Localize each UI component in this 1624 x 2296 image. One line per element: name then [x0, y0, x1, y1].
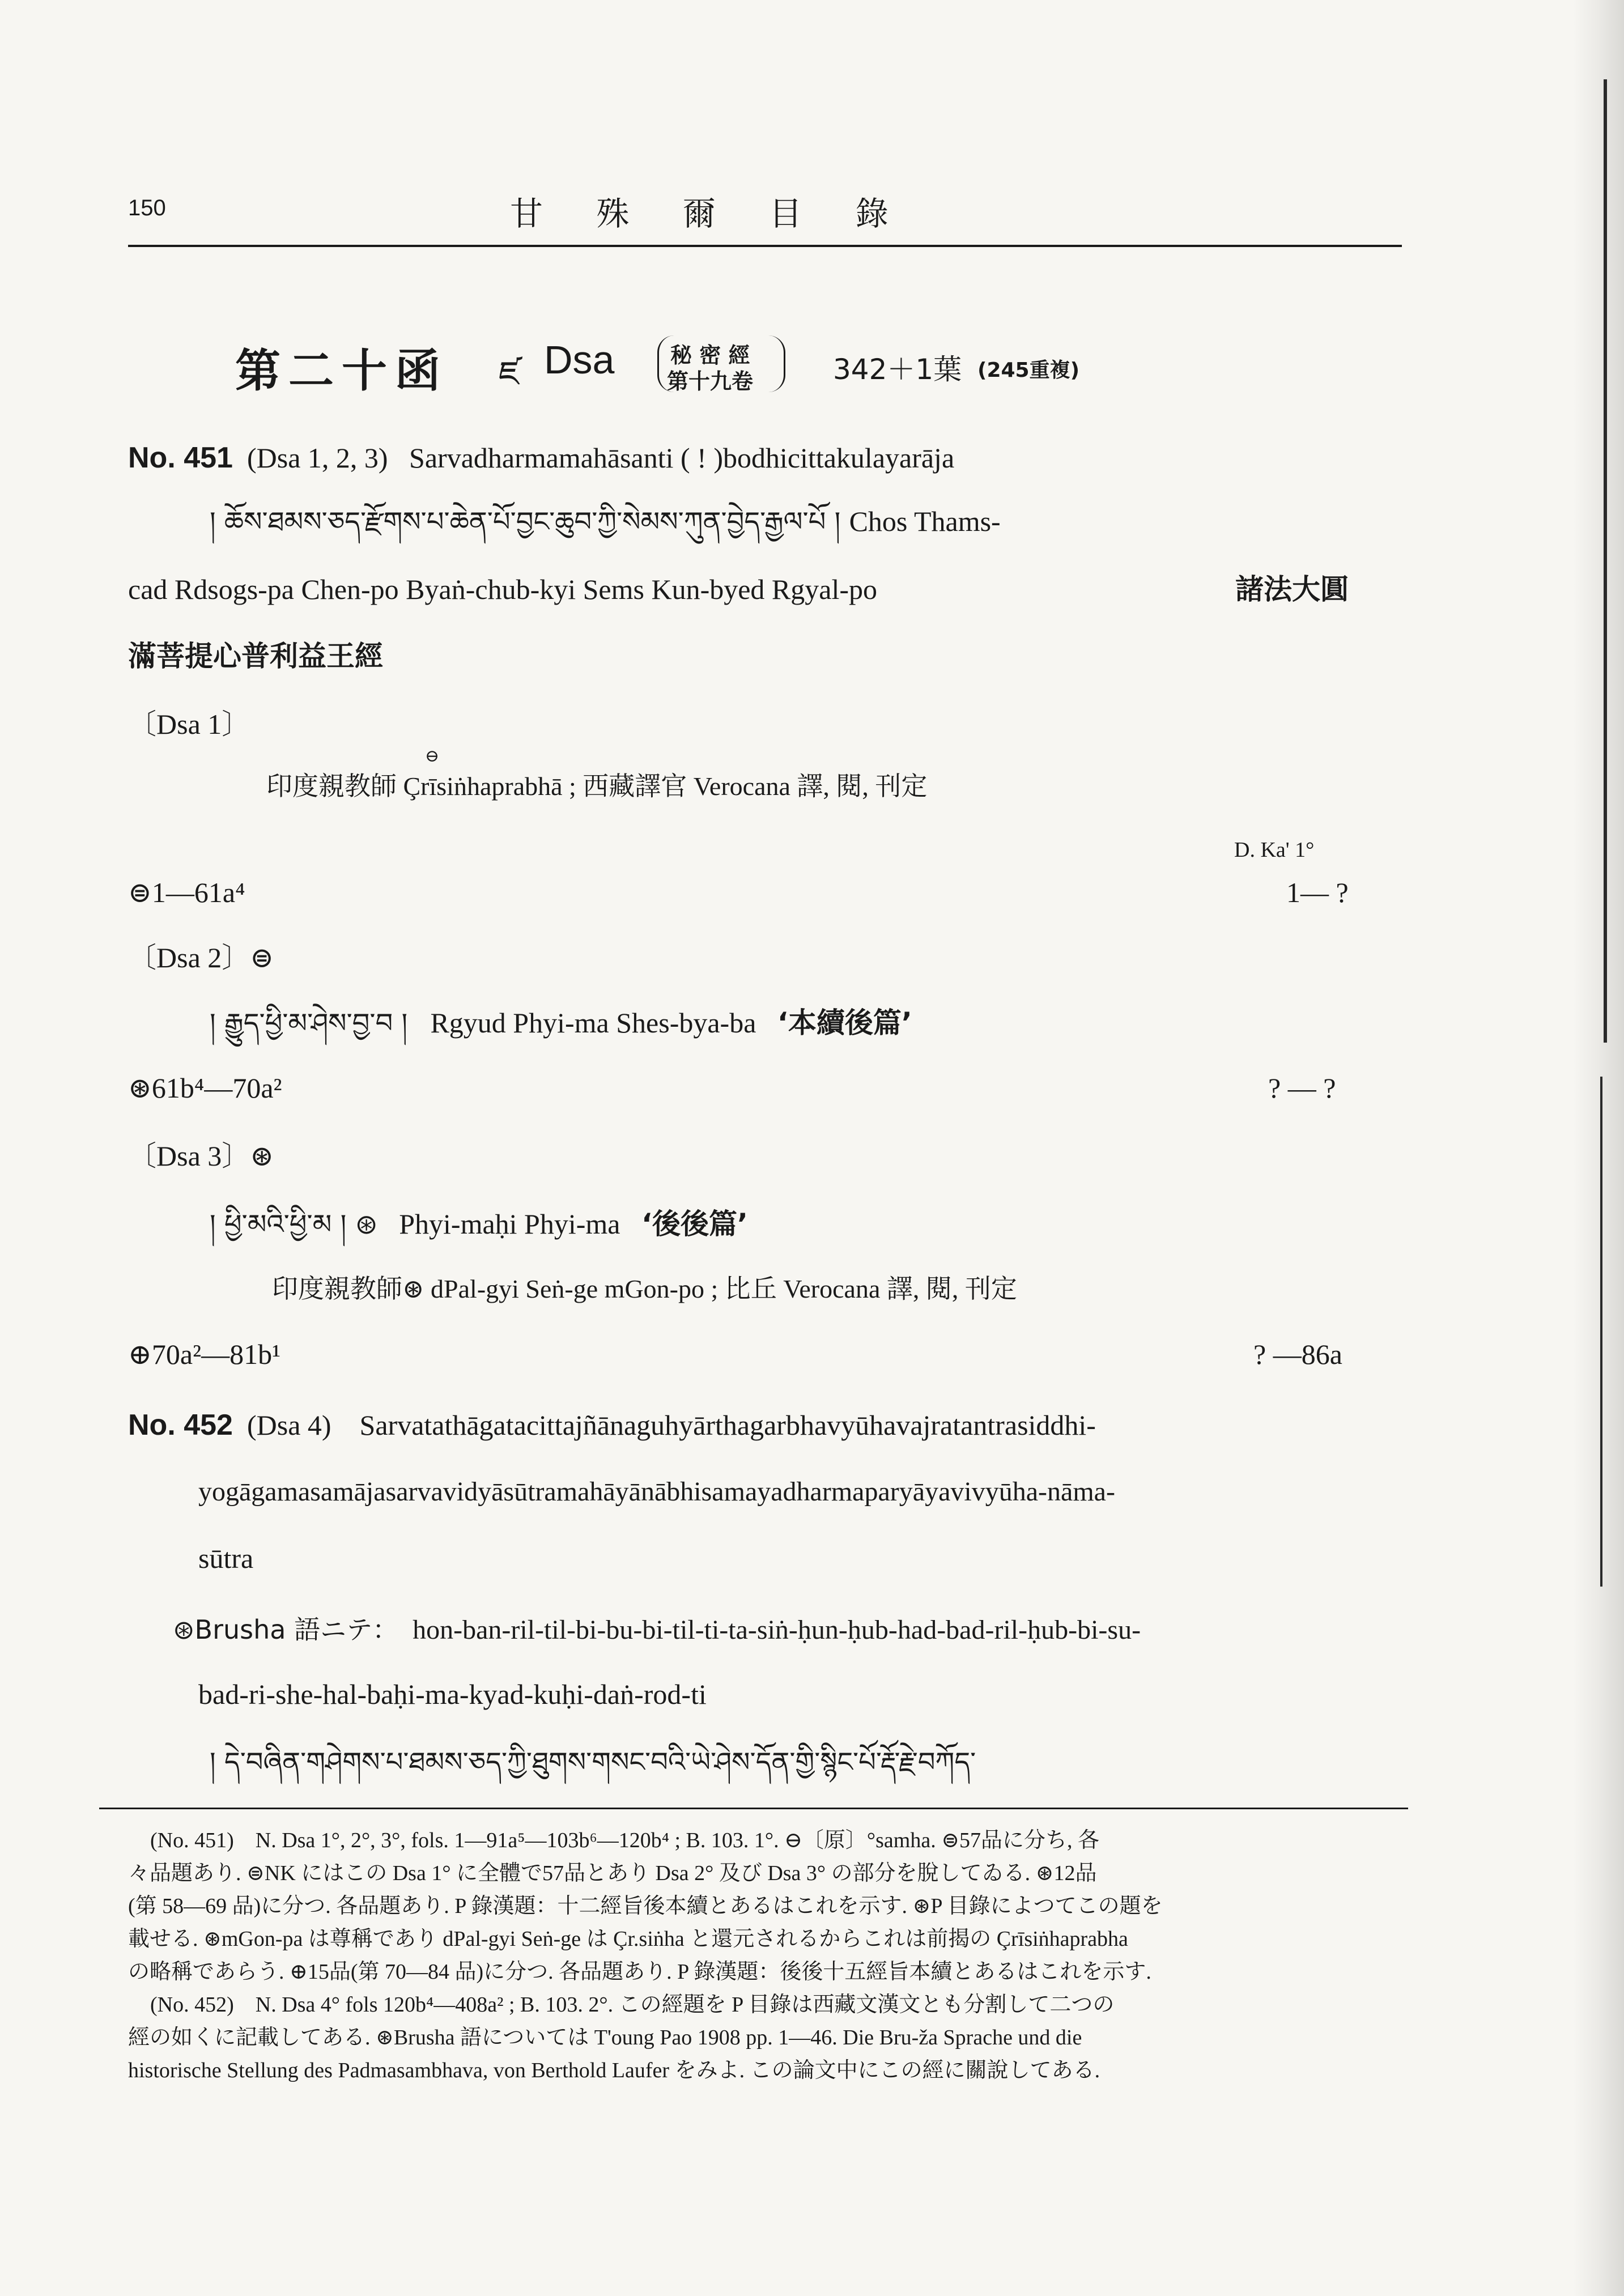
leaf-count: 342＋1葉: [833, 353, 962, 386]
volume-note-line1: 秘 密 經: [670, 343, 750, 368]
footnote-line: 經の如くに記載してある. ⊛Brusha 語については T'oung Pao 1908 pp. 1—46. Die Bru-ža Sprache und die: [128, 2026, 1082, 2050]
entry-451-romanized-b: cad Rdsogs-pa Chen-po Byaṅ-chub-kyi Sems Kun-byed Rgyal-po: [128, 573, 877, 605]
entry-451-chinese-a: 諸法大圓: [1235, 573, 1349, 606]
page-number: 150: [128, 195, 166, 220]
entry-452-brusha-line: [173, 1612, 1141, 1647]
footnote-line: (No. 452) N. Dsa 4° fols 120b⁴—408a² ; B. 103. 2°. この經題を P 目錄は西藏文漢文とも分割して二つの: [150, 1993, 1115, 2017]
volume-name: Dsa: [544, 338, 615, 382]
dsa1-folio: ⊜1—61a⁴: [128, 877, 245, 908]
entry-451-tibetan-line: [210, 504, 1001, 539]
dsa2-label: 〔Dsa 2〕⊜: [128, 942, 274, 973]
entry-452-brusha-label: ⊛Brusha 語ニテ：: [173, 1614, 399, 1645]
footnote-rule: [99, 1808, 1408, 1809]
entry-452-brusha-a: hon-ban-ril-til-bi-bu-bi-til-ti-ta-siṅ-ḥun-ḥub-had-bad-ril-ḥub-bi-su-: [413, 1615, 1141, 1645]
entry-451-chinese-b: 滿菩提心普利益王經: [128, 640, 383, 673]
dsa3-folio: ⊕70a²—81b¹: [128, 1338, 281, 1370]
dsa2-title-line: [210, 1006, 912, 1040]
entry-452-brusha-b: bad-ri-she-hal-baḥi-ma-kyad-kuḥi-daṅ-rod-ti: [198, 1678, 707, 1710]
footnote-line: 載せる. ⊛mGon-pa は尊稱であり dPal-gyi Seṅ-ge は Çr.siṅha と還元されるからこれは前揭の Çrīsiṅhaprabha: [128, 1927, 1128, 1951]
entry-452-header: [128, 1408, 1096, 1442]
entry-452-sanskrit-a: Sarvatathāgatacittajñānaguhyārthagarbhavyūhavajratantrasiddhi-: [359, 1409, 1096, 1441]
dsa1-derge-ref: D. Ka' 1°: [1234, 838, 1315, 862]
dsa3-label: 〔Dsa 3〕⊛: [128, 1140, 274, 1172]
dsa1-translators: 印度親教師 Çrīsiṅhaprabhā ; 西藏譯官 Verocana 譯, 閱, 刊定: [266, 772, 928, 801]
volume-note-line2: 第十九卷: [667, 369, 754, 394]
dsa2-range: ? — ?: [1268, 1072, 1336, 1104]
footnote-line: (No. 451) N. Dsa 1°, 2°, 3°, fols. 1—91a⁵—103b⁶—120b⁴ ; B. 103. 1°. ⊖〔原〕°samha. ⊜57品に分ち, 各: [150, 1829, 1100, 1852]
dsa2-romanized: Rgyud Phyi-ma Shes-bya-ba: [430, 1007, 756, 1039]
dsa2-folio: ⊛61b⁴—70a²: [128, 1072, 282, 1104]
scan-edge-bar: [1600, 1077, 1602, 1587]
scan-edge-shadow: [1573, 0, 1624, 2296]
running-title: 甘 殊 爾 目 錄: [510, 194, 910, 233]
entry-452-sanskrit-c: sūtra: [198, 1542, 254, 1574]
entry-451-sanskrit-title: Sarvadharmamahāsanti ( ! )bodhicittakulayarāja: [409, 442, 955, 474]
scan-edge-bar: [1604, 79, 1607, 1043]
entry-452-number: No. 452: [128, 1409, 233, 1442]
volume-note: [657, 335, 785, 392]
footnote-line: 々品題あり. ⊜NK にはこの Dsa 1° に全體で57品とあり Dsa 2° 及び Dsa 3° の部分を脫してゐる. ⊛12品: [128, 1861, 1097, 1885]
entry-452-tibetan-title: ། དེ་བཞིན་གཤེགས་པ་ཐམས་ཅད་ཀྱི་ཐུགས་གསང་བའི་ཡེ་ཤེས་དོན་གྱི་སྙིང་པོ་རྡོ་རྗེ་བཀོད་: [210, 1746, 976, 1778]
dsa3-range: ? —86a: [1253, 1338, 1342, 1370]
dsa2-tibetan-title: ། རྒྱུད་ཕྱི་མ་ཤེས་བྱ་བ །: [210, 1007, 416, 1039]
entry-451-romanized-a: Chos Thams-: [849, 505, 1001, 537]
footnote-line: の略稱であらう. ⊕15品(第 70—84 品)に分つ. 各品題あり. P 錄漢題：後後十五經旨本續とあるはこれを示す.: [128, 1960, 1151, 1984]
entry-451-tibetan-title: ། ཆོས་ཐམས་ཅད་རྫོགས་པ་ཆེན་པོ་བྱང་ཆུབ་ཀྱི་སེམས་ཀུན་བྱེད་རྒྱལ་པོ །: [210, 506, 849, 538]
entry-451-romanized-line: [128, 572, 877, 606]
duplicate-note: (245重複): [977, 359, 1080, 382]
entry-451-number: No. 451: [128, 441, 233, 474]
header-rule: [128, 245, 1402, 247]
dsa3-title-line: [210, 1207, 748, 1241]
dsa1-note-mark: ⊖: [425, 747, 440, 766]
section-title: 第二十函: [235, 345, 448, 397]
dsa3-romanized: Phyi-maḥi Phyi-ma: [399, 1208, 620, 1240]
dsa3-tibetan-title: ། ཕྱི་མའི་ཕྱི་མ ། ⊛: [210, 1209, 378, 1240]
dsa1-label: 〔Dsa 1〕: [128, 708, 250, 740]
entry-452-ref: (Dsa 4): [246, 1409, 331, 1441]
entry-451-ref: (Dsa 1, 2, 3): [246, 442, 388, 474]
footnote-line: (第 58—69 品)に分つ. 各品題あり. P 錄漢題：十二經旨後本續とあるはこれを示す. ⊛P 目錄によつてこの題を: [128, 1894, 1163, 1918]
dsa3-translators: 印度親教師⊛ dPal-gyi Seṅ-ge mGon-po ; 比丘 Verocana 譯, 閱, 刊定: [272, 1274, 1017, 1303]
dsa3-chinese: ‘後後篇’: [641, 1207, 748, 1240]
tibetan-letter: ཛ: [499, 354, 520, 394]
dsa1-range: 1— ?: [1286, 877, 1349, 908]
entry-451-header: [128, 441, 954, 475]
footnote-line: historische Stellung des Padmasambhava, von Berthold Laufer をみよ. この論文中にこの經に關說してある.: [128, 2059, 1100, 2082]
entry-452-sanskrit-b: yogāgamasamājasarvavidyāsūtramahāyānābhisamayadharmaparyāyavivyūha-nāma-: [198, 1477, 1115, 1507]
dsa2-chinese: ‘本續後篇’: [777, 1006, 912, 1039]
